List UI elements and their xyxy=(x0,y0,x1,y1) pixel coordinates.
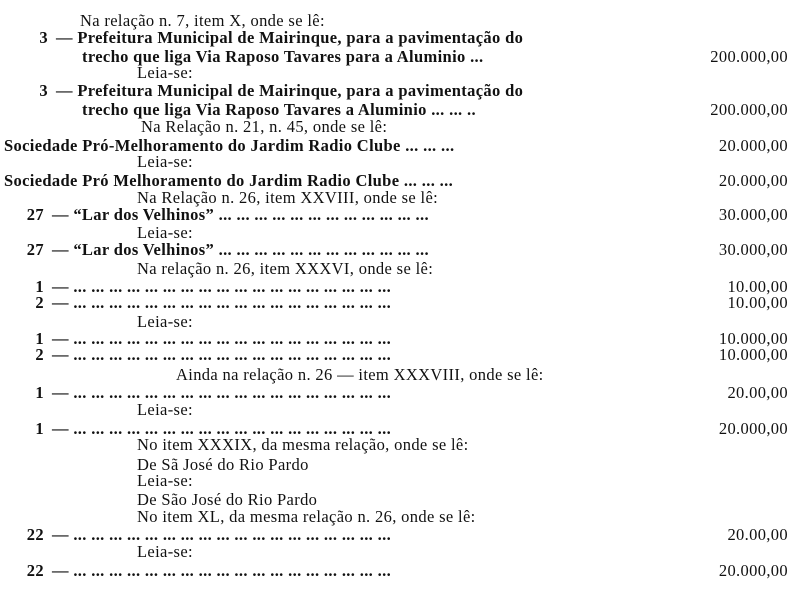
leia-se-text: Leia-se: xyxy=(137,400,193,419)
entry-text: — ... ... ... ... ... ... ... ... ... ... ... ... ... ... ... ... ... ... xyxy=(52,561,392,580)
entry-line xyxy=(0,294,800,312)
amount: 30.000,00 xyxy=(718,205,788,224)
heading-text: Na relação n. 7, item X, onde se lê: xyxy=(80,11,325,30)
entry-line xyxy=(0,526,800,544)
amount: 20.000,00 xyxy=(718,419,788,438)
entry-text: Sociedade Pró-Melhoramento do Jardim Radio Clube ... ... ... xyxy=(4,136,455,155)
entry-line xyxy=(0,206,800,224)
amount: 20.000,00 xyxy=(718,136,788,155)
entry-number: 3 xyxy=(39,28,48,47)
entry-text: — “Lar dos Velhinos” ... ... ... ... ... ... ... ... ... ... ... ... xyxy=(52,240,429,259)
heading-text: Na Relação n. 26, item XXVIII, onde se lê: xyxy=(137,188,439,207)
entry-text: — ... ... ... ... ... ... ... ... ... ... ... ... ... ... ... ... ... ... xyxy=(52,345,392,364)
entry-line xyxy=(0,562,800,580)
heading-text: Na Relação n. 21, n. 45, onde se lê: xyxy=(141,117,388,136)
entry-line xyxy=(0,101,800,119)
entry-number: 1 xyxy=(35,329,44,348)
entry-text: — Prefeitura Municipal de Mairinque, para a pavimentação do xyxy=(56,81,524,100)
leia-se-line xyxy=(0,401,800,419)
leia-se-text: Leia-se: xyxy=(137,152,193,171)
entry-number: 27 xyxy=(26,205,44,224)
amount: 10.000,00 xyxy=(718,345,788,364)
leia-se-line xyxy=(0,472,800,490)
amount: 10.000,00 xyxy=(718,329,788,348)
entry-number: 1 xyxy=(35,419,44,438)
entry-text: — ... ... ... ... ... ... ... ... ... ... ... ... ... ... ... ... ... ... xyxy=(52,383,392,402)
amount: 20.000,00 xyxy=(718,171,788,190)
entry-text: — ... ... ... ... ... ... ... ... ... ... ... ... ... ... ... ... ... ... xyxy=(52,419,392,438)
leia-se-text: Leia-se: xyxy=(137,312,193,331)
leia-se-line xyxy=(0,153,800,171)
entry-text: — Prefeitura Municipal de Mairinque, para a pavimentação do xyxy=(56,28,524,47)
leia-se-text: Leia-se: xyxy=(137,63,193,82)
heading-line xyxy=(0,508,800,526)
entry-text: — ... ... ... ... ... ... ... ... ... ... ... ... ... ... ... ... ... ... xyxy=(52,293,392,312)
heading-line xyxy=(0,260,800,278)
entry-number: 2 xyxy=(35,345,44,364)
amount: 10.00,00 xyxy=(727,293,788,312)
amount: 20.000,00 xyxy=(718,561,788,580)
entry-number: 3 xyxy=(39,81,48,100)
heading-line xyxy=(0,366,800,384)
amount: 20.00,00 xyxy=(727,383,788,402)
heading-text: Na relação n. 26, item XXXVI, onde se lê: xyxy=(137,259,434,278)
leia-se-text: Leia-se: xyxy=(137,542,193,561)
heading-line xyxy=(0,118,800,136)
place-text: De São José do Rio Pardo xyxy=(137,490,318,509)
amount: 200.000,00 xyxy=(710,100,788,119)
entry-text: — ... ... ... ... ... ... ... ... ... ... ... ... ... ... ... ... ... ... xyxy=(52,277,392,296)
amount: 10.00,00 xyxy=(727,277,788,296)
entry-line xyxy=(0,241,800,259)
amount: 30.000,00 xyxy=(718,240,788,259)
heading-text: No item XL, da mesma relação n. 26, onde se lê: xyxy=(137,507,476,526)
entry-number: 27 xyxy=(26,240,44,259)
leia-se-text: Leia-se: xyxy=(137,471,193,490)
amount: 200.000,00 xyxy=(710,47,788,66)
entry-line xyxy=(0,384,800,402)
entry-text: trecho que liga Via Raposo Tavares a Aluminio ... ... .. xyxy=(82,100,476,119)
entry-number: 2 xyxy=(35,293,44,312)
entry-line xyxy=(0,346,800,364)
entry-number: 1 xyxy=(35,277,44,296)
leia-se-text: Leia-se: xyxy=(137,223,193,242)
entry-number: 22 xyxy=(26,561,44,580)
entry-line xyxy=(0,82,800,100)
entry-number: 22 xyxy=(26,525,44,544)
heading-line xyxy=(0,436,800,454)
entry-text: trecho que liga Via Raposo Tavares para a Aluminio ... xyxy=(82,47,484,66)
heading-text: No item XXXIX, da mesma relação, onde se lê: xyxy=(137,435,469,454)
place-text: De Sã José do Rio Pardo xyxy=(137,455,309,474)
entry-text: — “Lar dos Velhinos” ... ... ... ... ... ... ... ... ... ... ... ... xyxy=(52,205,429,224)
entry-line xyxy=(0,29,800,47)
leia-se-line xyxy=(0,64,800,82)
entry-text: Sociedade Pró Melhoramento do Jardim Radio Clube ... ... ... xyxy=(4,171,454,190)
amount: 20.00,00 xyxy=(727,525,788,544)
entry-number: 1 xyxy=(35,383,44,402)
entry-text: — ... ... ... ... ... ... ... ... ... ... ... ... ... ... ... ... ... ... xyxy=(52,329,392,348)
entry-text: — ... ... ... ... ... ... ... ... ... ... ... ... ... ... ... ... ... ... xyxy=(52,525,392,544)
leia-se-line xyxy=(0,543,800,561)
heading-text: Ainda na relação n. 26 — item XXXVIII, onde se lê: xyxy=(176,365,544,384)
